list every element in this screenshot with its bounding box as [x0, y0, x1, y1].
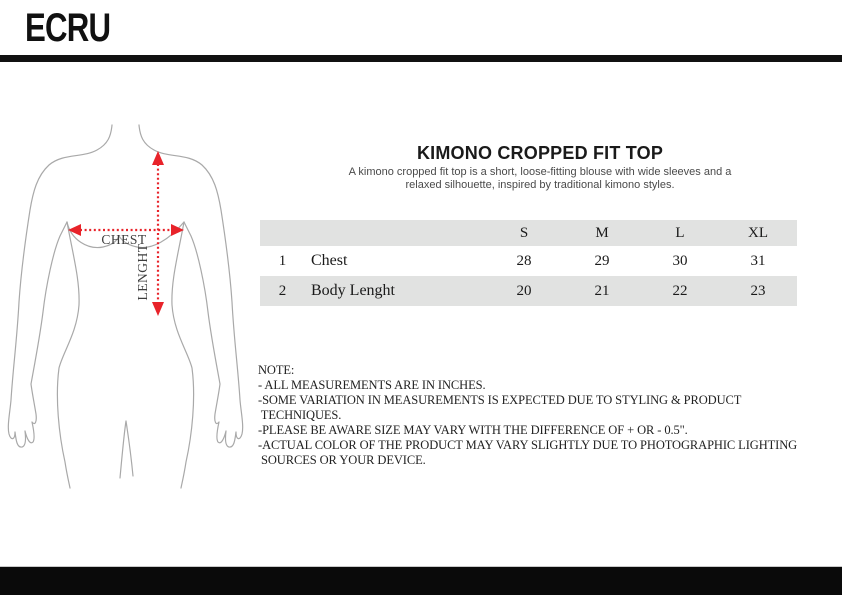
body-length-arrow	[152, 151, 164, 316]
notes-section	[258, 363, 797, 468]
header-cell-size-s: S	[519, 224, 529, 241]
table-row	[260, 276, 797, 306]
notes-heading: NOTE:	[258, 363, 295, 377]
page-title: KIMONO CROPPED FIT TOP	[416, 143, 664, 163]
header-cell-size-l: L	[675, 224, 685, 241]
row-number: 1	[278, 252, 287, 269]
body-measurement-diagram	[0, 100, 260, 500]
value-cell: 22	[672, 282, 688, 299]
header-cell-size-m: M	[595, 224, 609, 241]
note-line: TECHNIQUES.	[258, 408, 342, 422]
header-divider	[0, 55, 842, 62]
table-row	[260, 246, 797, 276]
value-cell: 29	[594, 252, 610, 269]
note-line: - ALL MEASUREMENTS ARE IN INCHES.	[258, 378, 486, 392]
description-line-2: relaxed silhouette, inspired by traditional kimono styles.	[405, 179, 675, 191]
brand-logo: ECRU	[25, 6, 111, 50]
footer-bar	[0, 566, 842, 595]
description-line-1: A kimono cropped fit top is a short, loose-fitting blouse with wide sleeves and a	[348, 166, 732, 178]
value-cell: 31	[750, 252, 766, 269]
measurement-label: Chest	[311, 252, 348, 269]
body-outline-figure	[0, 100, 260, 500]
product-header	[280, 143, 800, 192]
header-cell-empty	[305, 220, 485, 246]
value-cell: 30	[672, 252, 688, 269]
row-number: 2	[278, 282, 287, 299]
product-description	[280, 166, 800, 192]
chest-measure-label: CHEST	[101, 232, 147, 247]
header-cell-size-xl: XL	[748, 224, 768, 241]
length-measure-label: LENGHT	[135, 243, 150, 301]
note-line: -PLEASE BE AWARE SIZE MAY VARY WITH THE DIFFERENCE OF + OR - 0.5".	[258, 423, 688, 437]
value-cell: 23	[750, 282, 766, 299]
value-cell: 21	[594, 282, 610, 299]
measurement-label: Body Lenght	[311, 282, 395, 299]
note-line: SOURCES OR YOUR DEVICE.	[258, 453, 426, 467]
size-table	[260, 220, 797, 306]
note-line: -SOME VARIATION IN MEASUREMENTS IS EXPECTED DUE TO STYLING & PRODUCT	[258, 393, 742, 407]
value-cell: 28	[516, 252, 532, 269]
size-table-header	[260, 220, 797, 246]
value-cell: 20	[516, 282, 532, 299]
header-cell-empty	[260, 220, 305, 246]
note-line: -ACTUAL COLOR OF THE PRODUCT MAY VARY SLIGHTLY DUE TO PHOTOGRAPHIC LIGHTING	[258, 438, 798, 452]
